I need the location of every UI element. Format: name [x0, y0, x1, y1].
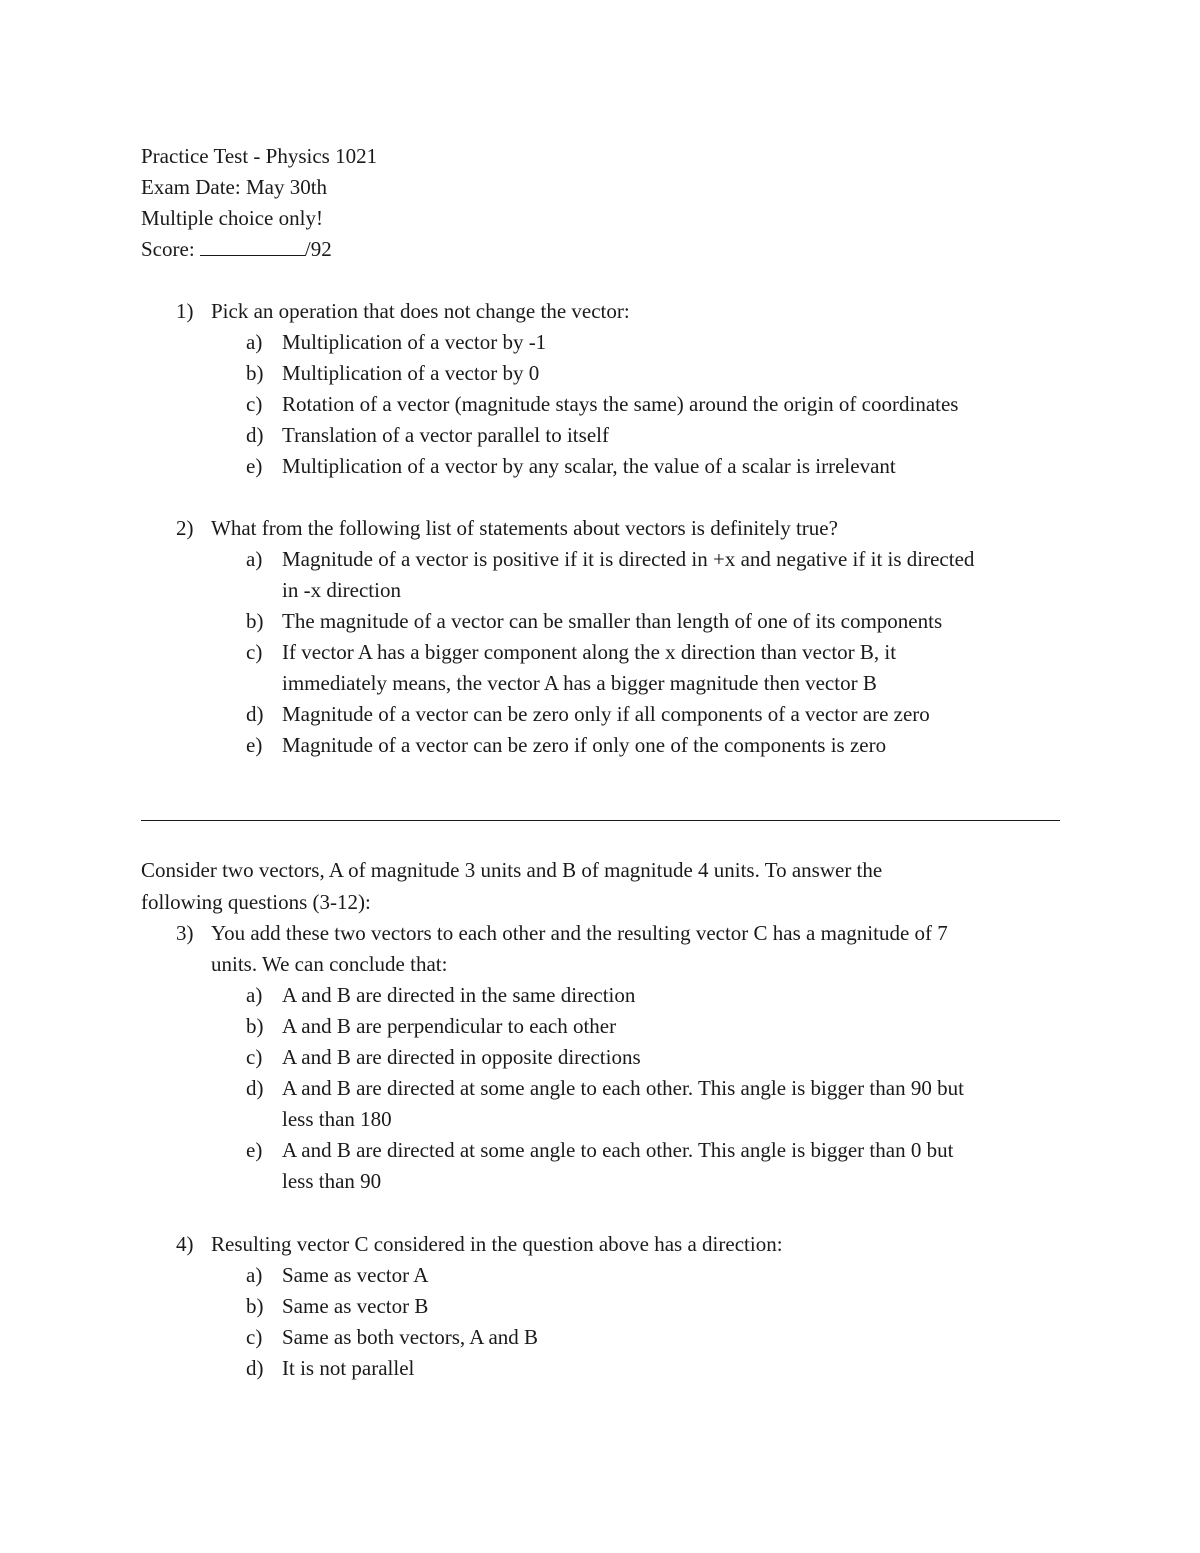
context-paragraph: Consider two vectors, A of magnitude 3 units and B of magnitude 4 units. To answer the [141, 858, 883, 882]
option-letter: a) [246, 983, 263, 1007]
score-total: /92 [304, 237, 332, 261]
option-text-continued: less than 180 [282, 1107, 392, 1131]
option-letter: e) [246, 454, 263, 478]
option-text-continued: immediately means, the vector A has a bigger magnitude then vector B [282, 671, 877, 695]
option-letter: a) [246, 547, 263, 571]
question-number: 1) [176, 299, 194, 323]
instructions-note: Multiple choice only! [141, 206, 323, 230]
option-text: Multiplication of a vector by 0 [282, 361, 540, 385]
option-text: Same as both vectors, A and B [282, 1325, 539, 1349]
option-letter: a) [246, 1263, 263, 1287]
option-letter: c) [246, 640, 263, 664]
option-letter: a) [246, 330, 263, 354]
option-letter: d) [246, 1076, 264, 1100]
option-letter: b) [246, 609, 264, 633]
context-paragraph-continued: following questions (3-12): [141, 890, 371, 914]
option-letter: e) [246, 1138, 263, 1162]
score-line [141, 234, 332, 265]
score-label: Score: [141, 237, 200, 261]
option-letter: d) [246, 1356, 264, 1380]
exam-date: Exam Date: May 30th [141, 175, 328, 199]
score-blank [200, 235, 305, 256]
option-letter: e) [246, 733, 263, 757]
option-text: Magnitude of a vector is positive if it is directed in +x and negative if it is directed [282, 547, 975, 571]
option-text: A and B are directed at some angle to each other. This angle is bigger than 0 but [282, 1138, 954, 1162]
option-text: The magnitude of a vector can be smaller than length of one of its components [282, 609, 943, 633]
question-number: 3) [176, 921, 194, 945]
option-text-continued: less than 90 [282, 1169, 382, 1193]
question-text: What from the following list of statements about vectors is definitely true? [211, 516, 838, 540]
option-letter: c) [246, 1045, 263, 1069]
option-letter: d) [246, 702, 264, 726]
option-text: It is not parallel [282, 1356, 415, 1380]
question-text: You add these two vectors to each other and the resulting vector C has a magnitude of 7 [211, 921, 948, 945]
option-text-continued: in -x direction [282, 578, 401, 602]
option-text: Same as vector B [282, 1294, 429, 1318]
option-letter: c) [246, 1325, 263, 1349]
option-letter: d) [246, 423, 264, 447]
option-text: Multiplication of a vector by any scalar, the value of a scalar is irrelevant [282, 454, 896, 478]
test-title: Practice Test - Physics 1021 [141, 144, 378, 168]
option-text: A and B are directed in opposite directions [282, 1045, 641, 1069]
question-text-continued: units. We can conclude that: [211, 952, 448, 976]
option-letter: b) [246, 1294, 264, 1318]
question-number: 4) [176, 1232, 194, 1256]
option-text: A and B are directed at some angle to each other. This angle is bigger than 90 but [282, 1076, 964, 1100]
option-text: If vector A has a bigger component along the x direction than vector B, it [282, 640, 897, 664]
option-text: A and B are directed in the same direction [282, 983, 636, 1007]
option-letter: c) [246, 392, 263, 416]
option-text: Magnitude of a vector can be zero only if all components of a vector are zero [282, 702, 930, 726]
option-text: Magnitude of a vector can be zero if only one of the components is zero [282, 733, 887, 757]
option-letter: b) [246, 361, 264, 385]
option-letter: b) [246, 1014, 264, 1038]
option-text: Multiplication of a vector by -1 [282, 330, 547, 354]
option-text: Rotation of a vector (magnitude stays the same) around the origin of coordinates [282, 392, 959, 416]
option-text: Translation of a vector parallel to itself [282, 423, 609, 447]
option-text: A and B are perpendicular to each other [282, 1014, 617, 1038]
question-text: Resulting vector C considered in the question above has a direction: [211, 1232, 783, 1256]
question-text: Pick an operation that does not change the vector: [211, 299, 630, 323]
question-number: 2) [176, 516, 194, 540]
section-divider [141, 820, 1060, 821]
option-text: Same as vector A [282, 1263, 429, 1287]
